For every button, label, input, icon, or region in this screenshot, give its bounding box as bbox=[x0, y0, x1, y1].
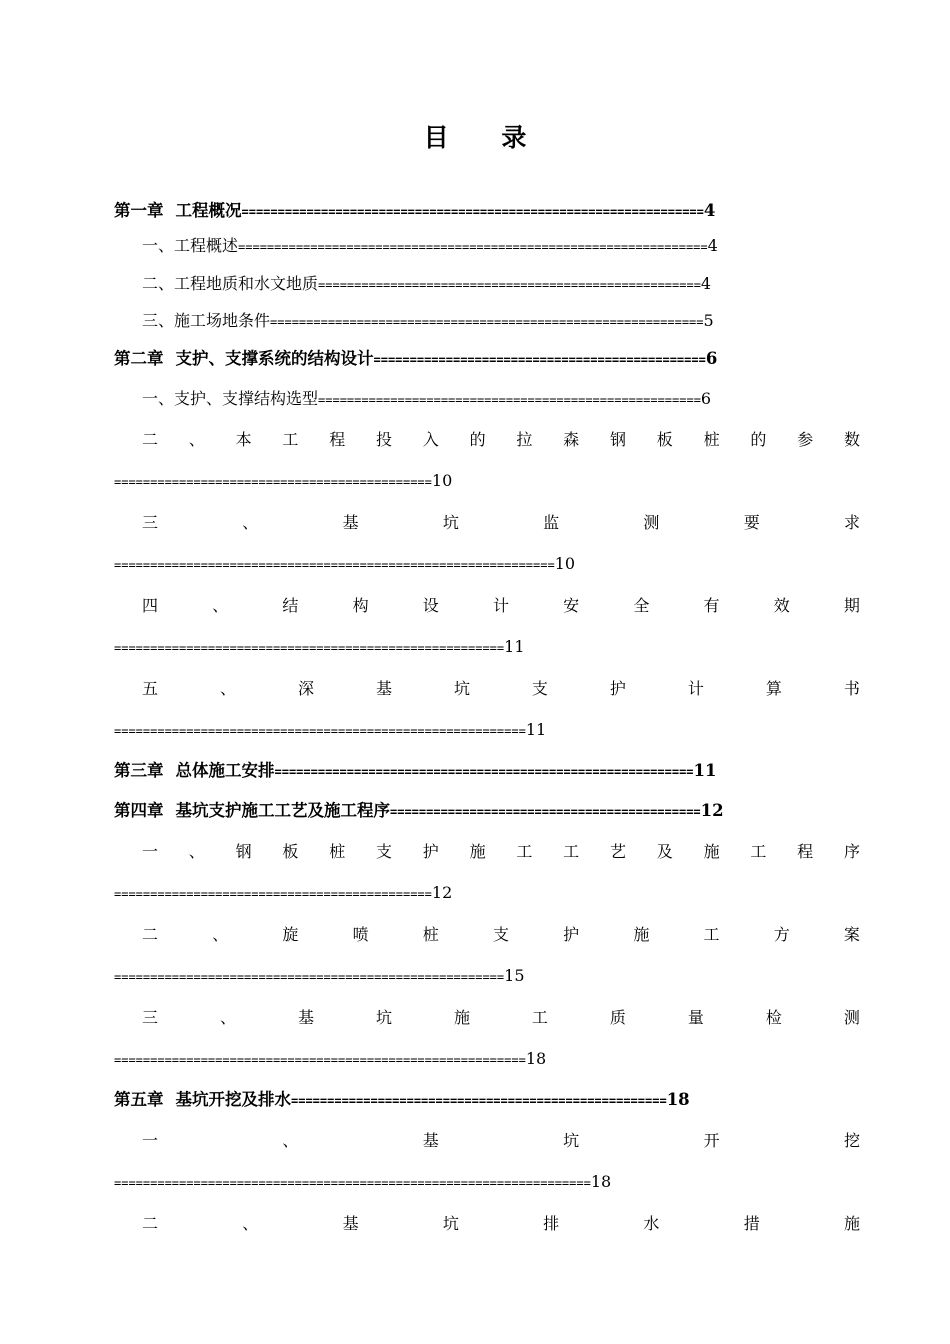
entry-char: 、 bbox=[242, 513, 259, 532]
page-number: 4 bbox=[700, 274, 712, 293]
toc-entry-ch1-2[interactable] bbox=[142, 272, 860, 296]
page-number: 4 bbox=[707, 236, 718, 255]
page-number: 18 bbox=[590, 1172, 612, 1191]
leader-fill: ================================================================== bbox=[114, 1176, 591, 1190]
toc-entry-ch5-1-leader[interactable] bbox=[114, 1170, 860, 1194]
entry-char: 、 bbox=[212, 596, 229, 615]
toc-entry-ch2-2-text[interactable] bbox=[142, 428, 860, 452]
toc-entry-ch2-3-text[interactable] bbox=[142, 511, 860, 535]
toc-title: 目 录 bbox=[423, 123, 549, 152]
entry-char: 的 bbox=[469, 430, 486, 449]
leader-fill: ================================================================ bbox=[241, 205, 704, 219]
entry-char: 序 bbox=[843, 842, 860, 861]
entry-char: 支 bbox=[492, 925, 509, 944]
entry-char: 测 bbox=[643, 513, 660, 532]
leader-fill: ====================================================== bbox=[114, 970, 505, 984]
page-number: 4 bbox=[703, 201, 716, 220]
entry-char: 二 bbox=[142, 1214, 159, 1233]
leader-fill: ========================================================== bbox=[274, 765, 694, 779]
entry-char: 坑 bbox=[442, 1214, 459, 1233]
page-number: 15 bbox=[504, 966, 525, 985]
entry-char: 四 bbox=[142, 596, 159, 615]
entry-char: 坑 bbox=[375, 1008, 392, 1027]
entry-char: 喷 bbox=[352, 925, 369, 944]
entry-char: 施 bbox=[453, 1008, 470, 1027]
page-number: 18 bbox=[666, 1090, 690, 1109]
entry-char: 板 bbox=[656, 430, 673, 449]
page-number: 18 bbox=[525, 1049, 547, 1068]
entry-char: 、 bbox=[188, 842, 205, 861]
chapter-label: 第二章 bbox=[114, 349, 164, 368]
toc-entry-ch5[interactable] bbox=[114, 1088, 860, 1112]
entry-char: 、 bbox=[212, 925, 229, 944]
entry-char: 工 bbox=[703, 925, 720, 944]
entry-char: 测 bbox=[843, 1008, 860, 1027]
toc-entry-ch4-3-leader[interactable] bbox=[114, 1047, 860, 1071]
entry-char: 钢 bbox=[609, 430, 626, 449]
entry-char: 桩 bbox=[422, 925, 439, 944]
entry-char: 深 bbox=[297, 679, 314, 698]
entry-char: 施 bbox=[703, 842, 720, 861]
entry-char: 工 bbox=[282, 430, 299, 449]
toc-entry-ch4-1-text[interactable] bbox=[142, 840, 860, 864]
entry-text: 一、支护、支撑结构选型 bbox=[142, 389, 319, 408]
entry-char: 工 bbox=[750, 842, 767, 861]
entry-char: 工 bbox=[531, 1008, 548, 1027]
entry-char: 基 bbox=[375, 679, 392, 698]
toc-entry-ch2-4-text[interactable] bbox=[142, 594, 860, 618]
toc-entry-ch4-3-text[interactable] bbox=[142, 1006, 860, 1030]
entry-char: 基 bbox=[297, 1008, 314, 1027]
toc-entry-ch4-1-leader[interactable] bbox=[114, 881, 860, 905]
toc-entry-ch2-5-text[interactable] bbox=[142, 677, 860, 701]
entry-char: 投 bbox=[375, 430, 392, 449]
entry-text: 二、工程地质和水文地质 bbox=[142, 274, 319, 293]
entry-char: 安 bbox=[563, 596, 580, 615]
entry-char: 、 bbox=[282, 1131, 299, 1150]
entry-char: 检 bbox=[765, 1008, 782, 1027]
entry-char: 一 bbox=[142, 842, 159, 861]
entry-char: 全 bbox=[633, 596, 650, 615]
entry-char: 工 bbox=[563, 842, 580, 861]
entry-char: 量 bbox=[687, 1008, 704, 1027]
leader-fill: ================================================================= bbox=[238, 240, 708, 254]
entry-char: 书 bbox=[843, 679, 860, 698]
page-number: 6 bbox=[700, 389, 712, 408]
entry-char: 一 bbox=[142, 1131, 159, 1150]
toc-entry-ch1-3[interactable] bbox=[142, 309, 860, 333]
entry-char: 措 bbox=[743, 1214, 760, 1233]
entry-char: 桩 bbox=[329, 842, 346, 861]
entry-char: 坑 bbox=[442, 513, 459, 532]
entry-char: 质 bbox=[609, 1008, 626, 1027]
toc-entry-ch2-1[interactable] bbox=[142, 387, 860, 411]
toc-entry-ch2-2-leader[interactable] bbox=[114, 469, 860, 493]
entry-char: 程 bbox=[797, 842, 814, 861]
entry-char: 案 bbox=[843, 925, 860, 944]
entry-char: 结 bbox=[282, 596, 299, 615]
leader-fill: =========================================== bbox=[390, 805, 701, 819]
entry-char: 效 bbox=[773, 596, 790, 615]
entry-char: 要 bbox=[743, 513, 760, 532]
leader-fill: ============================================================ bbox=[270, 315, 704, 329]
leader-fill: ============================================ bbox=[114, 887, 432, 901]
entry-char: 护 bbox=[563, 925, 580, 944]
entry-char: 、 bbox=[219, 1008, 236, 1027]
entry-char: 坑 bbox=[563, 1131, 580, 1150]
chapter-title: 支护、支撑系统的结构设计 bbox=[175, 349, 374, 368]
entry-char: 基 bbox=[342, 513, 359, 532]
entry-char: 基 bbox=[422, 1131, 439, 1150]
entry-char: 算 bbox=[765, 679, 782, 698]
entry-text: 三、施工场地条件 bbox=[142, 311, 271, 330]
leader-fill: ============================================ bbox=[114, 475, 432, 489]
entry-char: 有 bbox=[703, 596, 720, 615]
entry-char: 三 bbox=[142, 1008, 159, 1027]
leader-fill: ============================================================= bbox=[114, 558, 555, 572]
entry-text: 一、工程概述 bbox=[142, 236, 239, 255]
leader-fill: ========================================================= bbox=[114, 1053, 526, 1067]
entry-char: 旋 bbox=[282, 925, 299, 944]
chapter-label: 第一章 bbox=[114, 201, 164, 220]
chapter-title: 总体施工安排 bbox=[175, 761, 275, 780]
entry-char: 方 bbox=[773, 925, 790, 944]
entry-char: 入 bbox=[422, 430, 439, 449]
entry-char: 监 bbox=[543, 513, 560, 532]
entry-char: 工 bbox=[516, 842, 533, 861]
entry-char: 计 bbox=[687, 679, 704, 698]
entry-char: 板 bbox=[282, 842, 299, 861]
entry-char: 护 bbox=[422, 842, 439, 861]
page-number: 12 bbox=[700, 801, 724, 820]
entry-char: 挖 bbox=[843, 1131, 860, 1150]
toc-entry-ch2-4-leader[interactable] bbox=[114, 635, 860, 659]
page-number: 12 bbox=[431, 883, 453, 902]
entry-char: 护 bbox=[609, 679, 626, 698]
page-number: 11 bbox=[525, 720, 547, 739]
toc-entry-ch2-3-leader[interactable] bbox=[114, 552, 860, 576]
page-number: 11 bbox=[693, 761, 717, 780]
entry-char: 参 bbox=[797, 430, 814, 449]
entry-char: 钢 bbox=[235, 842, 252, 861]
entry-char: 五 bbox=[142, 679, 159, 698]
toc-entry-ch3[interactable] bbox=[114, 759, 860, 783]
page-number: 5 bbox=[703, 311, 714, 330]
entry-char: 构 bbox=[352, 596, 369, 615]
entry-char: 、 bbox=[219, 679, 236, 698]
leader-fill: ===================================================== bbox=[318, 393, 701, 407]
entry-char: 二 bbox=[142, 925, 159, 944]
toc-entry-ch2[interactable] bbox=[114, 347, 860, 371]
chapter-title: 工程概况 bbox=[175, 201, 242, 220]
entry-char: 支 bbox=[531, 679, 548, 698]
page-number: 10 bbox=[431, 471, 453, 490]
entry-char: 三 bbox=[142, 513, 159, 532]
toc-entry-ch2-5-leader[interactable] bbox=[114, 718, 860, 742]
toc-entry-ch1[interactable] bbox=[114, 199, 860, 223]
leader-fill: ===================================================== bbox=[318, 278, 701, 292]
entry-char: 水 bbox=[643, 1214, 660, 1233]
entry-char: 及 bbox=[656, 842, 673, 861]
leader-fill: ========================================================= bbox=[114, 724, 526, 738]
chapter-title: 基坑支护施工工艺及施工程序 bbox=[175, 801, 390, 820]
entry-char: 拉 bbox=[516, 430, 533, 449]
entry-char: 程 bbox=[329, 430, 346, 449]
toc-entry-ch5-2-text[interactable] bbox=[142, 1212, 860, 1236]
toc-entry-ch4[interactable] bbox=[114, 799, 860, 823]
page-number: 11 bbox=[504, 637, 525, 656]
leader-fill: ====================================================== bbox=[114, 641, 505, 655]
chapter-label: 第四章 bbox=[114, 801, 164, 820]
entry-char: 设 bbox=[422, 596, 439, 615]
entry-char: 施 bbox=[469, 842, 486, 861]
chapter-title: 基坑开挖及排水 bbox=[175, 1090, 291, 1109]
entry-char: 求 bbox=[843, 513, 860, 532]
entry-char: 桩 bbox=[703, 430, 720, 449]
entry-char: 施 bbox=[633, 925, 650, 944]
entry-char: 、 bbox=[188, 430, 205, 449]
entry-char: 艺 bbox=[609, 842, 626, 861]
entry-char: 本 bbox=[235, 430, 252, 449]
entry-char: 数 bbox=[843, 430, 860, 449]
entry-char: 二 bbox=[142, 430, 159, 449]
entry-char: 森 bbox=[563, 430, 580, 449]
toc-entry-ch1-1[interactable] bbox=[142, 234, 860, 258]
toc-entry-ch5-1-text[interactable] bbox=[142, 1129, 860, 1153]
page-number: 10 bbox=[554, 554, 576, 573]
entry-char: 开 bbox=[703, 1131, 720, 1150]
chapter-label: 第三章 bbox=[114, 761, 164, 780]
entry-char: 基 bbox=[342, 1214, 359, 1233]
chapter-label: 第五章 bbox=[114, 1090, 164, 1109]
leader-fill: ============================================== bbox=[373, 353, 706, 367]
entry-char: 坑 bbox=[453, 679, 470, 698]
toc-entry-ch4-2-text[interactable] bbox=[142, 923, 860, 947]
page-number: 6 bbox=[705, 349, 718, 368]
entry-char: 的 bbox=[750, 430, 767, 449]
entry-char: 支 bbox=[375, 842, 392, 861]
leader-fill: ==================================================== bbox=[291, 1094, 667, 1108]
entry-char: 排 bbox=[543, 1214, 560, 1233]
toc-entry-ch4-2-leader[interactable] bbox=[114, 964, 860, 988]
entry-char: 期 bbox=[843, 596, 860, 615]
entry-char: 施 bbox=[843, 1214, 860, 1233]
entry-char: 、 bbox=[242, 1214, 259, 1233]
entry-char: 计 bbox=[492, 596, 509, 615]
